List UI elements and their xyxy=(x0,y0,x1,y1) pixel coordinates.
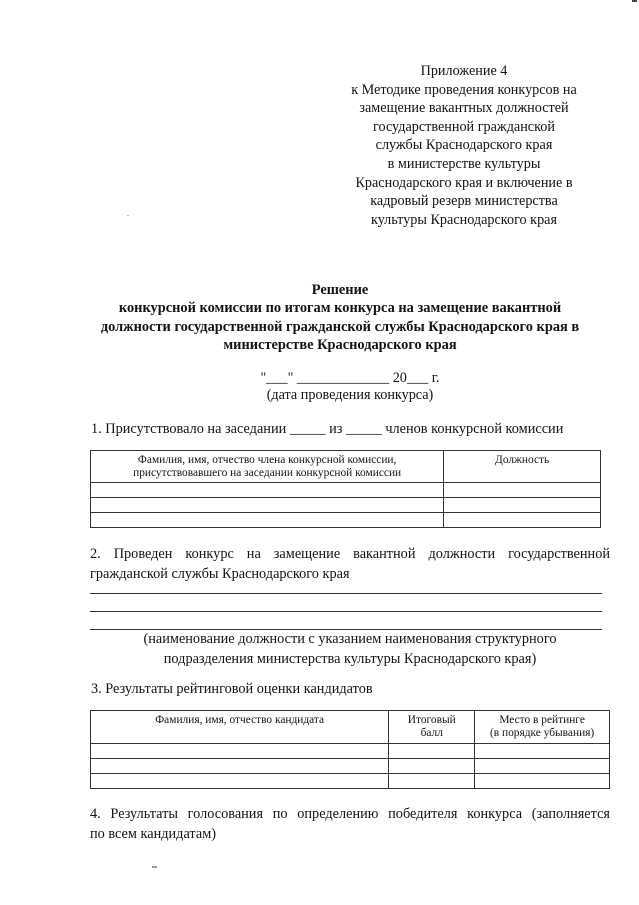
section2-line: 2. Проведен конкурс на замещение вакантной должности государственной xyxy=(90,546,610,562)
table-cell[interactable] xyxy=(475,774,610,789)
table-cell[interactable] xyxy=(91,483,444,498)
section3-text: 3. Результаты рейтинговой оценки кандидатов xyxy=(91,681,373,697)
table-cell[interactable] xyxy=(444,513,601,528)
table-cell[interactable] xyxy=(475,744,610,759)
table-row xyxy=(91,759,610,774)
table-row xyxy=(91,513,601,528)
annex-line: к Методике проведения конкурсов на xyxy=(351,81,577,98)
table-cell[interactable] xyxy=(444,498,601,513)
table-cell[interactable] xyxy=(91,759,389,774)
members-table xyxy=(90,450,601,528)
annex-line: Краснодарского края и включение в xyxy=(355,174,573,191)
table-row xyxy=(91,483,601,498)
rating-place-header: Место в рейтинге (в порядке убывания) xyxy=(475,711,610,744)
table-header-row xyxy=(91,711,610,744)
section4-line: 4. Результаты голосования по определению победителя конкурса (заполняется xyxy=(90,806,610,822)
table-cell[interactable] xyxy=(389,774,475,789)
table-row xyxy=(91,498,601,513)
position-fill-line[interactable] xyxy=(90,593,602,594)
annex-line: в министерстве культуры xyxy=(387,155,541,172)
position-fill-line[interactable] xyxy=(90,611,602,612)
title-heading: Решение xyxy=(311,282,369,298)
annex-line: кадровый резерв министерства xyxy=(370,193,558,210)
section1-text: 1. Присутствовало на заседании _____ из _____ членов конкурсной комиссии xyxy=(91,421,564,437)
section4-line: по всем кандидатам) xyxy=(90,826,217,842)
document-title xyxy=(60,281,620,355)
scan-speck xyxy=(152,866,157,868)
table-row xyxy=(91,744,610,759)
candidate-name-header: Фамилия, имя, отчество кандидата xyxy=(91,711,389,744)
table-cell[interactable] xyxy=(444,483,601,498)
table-row xyxy=(91,774,610,789)
position-caption xyxy=(90,629,610,669)
table-cell[interactable] xyxy=(91,513,444,528)
table-cell[interactable] xyxy=(389,744,475,759)
section2-line: гражданской службы Краснодарского края xyxy=(90,566,350,582)
title-line: министерстве Краснодарского края xyxy=(223,337,457,354)
member-position-header: Должность xyxy=(444,451,601,483)
section2-text xyxy=(90,544,610,584)
annex-line: культуры Краснодарского края xyxy=(371,211,557,228)
annex-line: государственной гражданской xyxy=(373,118,555,135)
title-line: конкурсной комиссии по итогам конкурса на замещение вакантной xyxy=(118,300,562,317)
date-caption: (дата проведения конкурса) xyxy=(266,387,434,403)
rating-table xyxy=(90,710,610,789)
table-cell[interactable] xyxy=(91,498,444,513)
section4-text xyxy=(90,804,610,844)
table-cell[interactable] xyxy=(91,744,389,759)
annex-header xyxy=(330,62,598,229)
table-cell[interactable] xyxy=(389,759,475,774)
annex-line: замещение вакантных должностей xyxy=(359,100,569,117)
table-cell[interactable] xyxy=(91,774,389,789)
title-line: должности государственной гражданской службы Краснодарского края в xyxy=(100,318,580,335)
position-caption-line: (наименование должности с указанием наименования структурного xyxy=(143,631,557,647)
scan-mark xyxy=(632,0,637,2)
date-field[interactable]: "___" _____________ 20___ г. xyxy=(260,370,440,386)
total-score-header: Итоговый балл xyxy=(389,711,475,744)
member-name-header: Фамилия, имя, отчество члена конкурсной комиссии, присутствовавшего на заседании конкурсной комиссии xyxy=(91,451,444,483)
table-cell[interactable] xyxy=(475,759,610,774)
table-header-row xyxy=(91,451,601,483)
annex-line: службы Краснодарского края xyxy=(375,137,553,154)
position-caption-line: подразделения министерства культуры Краснодарского края) xyxy=(163,651,537,667)
annex-line: Приложение 4 xyxy=(420,63,508,79)
scan-speck xyxy=(127,215,129,216)
